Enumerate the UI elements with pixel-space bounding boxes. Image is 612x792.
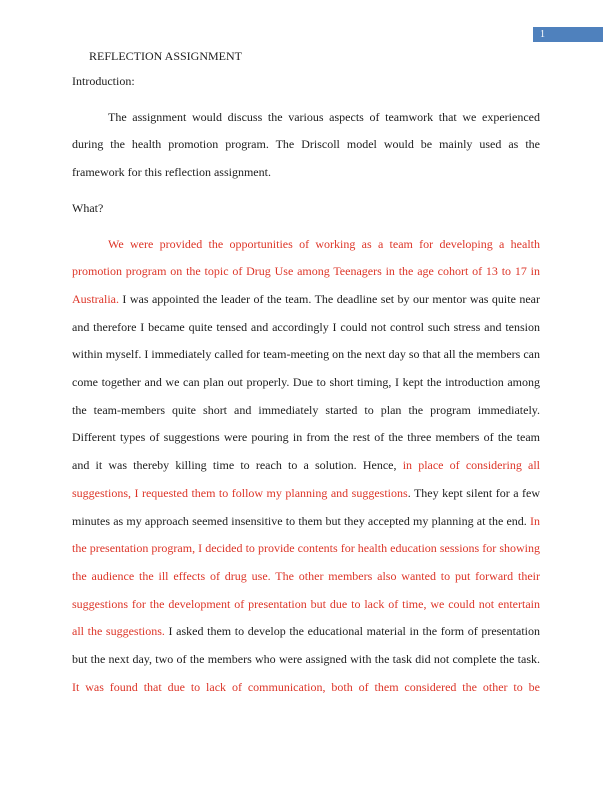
document-body bbox=[72, 68, 540, 701]
text-segment-black: I was appointed the leader of the team. The deadline set by our mentor was quite near and therefore I became quite tensed and accordingly I could not control such stress and tension within myself. I immediately called for team-meeting on the next day so that all the members can come together and we can plan out properly. Due to short timing, I kept the introduction among the team-members quite short and immediately started to plan the program immediately. Different types of suggestions were pouring in from the rest of the three members of the team and it was thereby killing time to reach to a solution. Hence, bbox=[72, 291, 540, 473]
text-segment-red: In the presentation program, I decided to provide contents for health education sessions for showing the audience the ill effects of drug use. The other members also wanted to put forward their suggestions for the development of presentation but due to lack of time, we could not entertain all the suggestions. bbox=[72, 513, 540, 639]
page-title: REFLECTION ASSIGNMENT bbox=[89, 49, 243, 63]
text-segment-red: in place of considering all suggestions, I requested them to follow my planning and suggestions bbox=[72, 458, 541, 500]
text-segment-black: . They kept silent for a few minutes as my approach seemed insensitive to them but they accepted my planning at the end. bbox=[72, 485, 541, 528]
section-heading: Introduction: bbox=[72, 74, 135, 88]
page-number: 1 bbox=[540, 29, 545, 40]
text-segment-red: It was found that due to lack of communication, both of them considered the other to be bbox=[72, 679, 540, 694]
paragraph bbox=[72, 231, 540, 702]
section-heading: What? bbox=[72, 200, 104, 215]
page-number-badge bbox=[533, 27, 603, 42]
text-segment-red: We were provided the opportunities of working as a team for developing a health promotion program on the topic of Drug Use among Teenagers in the age cohort of 13 to 17 in Australia. bbox=[72, 236, 540, 306]
text-segment-black: I asked them to develop the educational material in the form of presentation but the next day, two of the members who were assigned with the task did not complete the task. bbox=[72, 624, 540, 667]
text-segment-black: The assignment would discuss the various aspects of teamwork that we experienced during the health promotion program. The Driscoll model would be mainly used as the framework for this reflection assignment. bbox=[72, 109, 540, 180]
paragraph bbox=[72, 104, 540, 187]
document-content bbox=[72, 44, 540, 709]
